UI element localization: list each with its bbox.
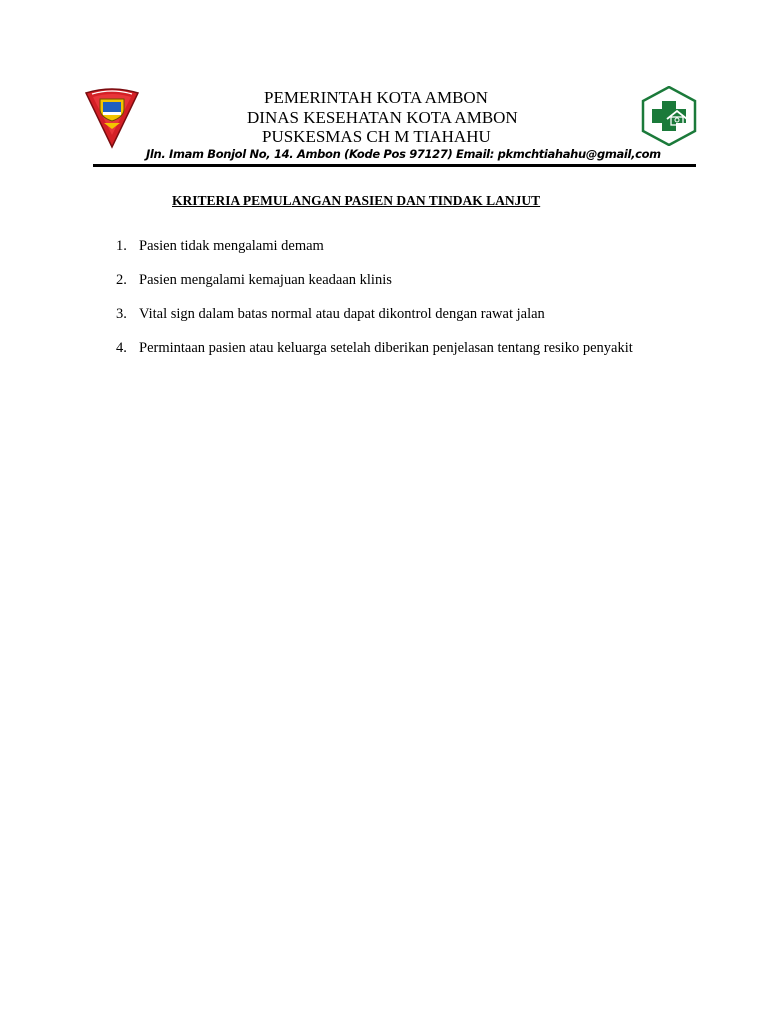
document-title: KRITERIA PEMULANGAN PASIEN DAN TINDAK LANJUT	[172, 193, 541, 208]
list-item-text: Permintaan pasien atau keluarga setelah diberikan penjelasan tentang resiko penyakit	[139, 340, 633, 356]
ambon-city-emblem-logo	[84, 85, 140, 149]
puskesmas-logo	[640, 86, 698, 146]
list-item	[116, 272, 392, 289]
list-item-number: 3.	[116, 306, 127, 322]
header-government-line: PEMERINTAH KOTA AMBON	[264, 88, 488, 107]
list-item	[116, 238, 324, 255]
list-item-number: 2.	[116, 272, 127, 288]
list-item-text: Vital sign dalam batas normal atau dapat dikontrol dengan rawat jalan	[139, 306, 545, 322]
list-item-text: Pasien mengalami kemajuan keadaan klinis	[139, 272, 392, 288]
list-item-text: Pasien tidak mengalami demam	[139, 238, 324, 254]
header-address: Jln. Imam Bonjol No, 14. Ambon (Kode Pos 97127) Email: pkmchtiahahu@gmail,com	[146, 147, 661, 161]
list-item-number: 1.	[116, 238, 127, 254]
header-puskesmas-line: PUSKESMAS CH M TIAHAHU	[262, 127, 491, 146]
header-divider	[93, 164, 696, 167]
header-health-office-line: DINAS KESEHATAN KOTA AMBON	[247, 108, 518, 127]
list-item-number: 4.	[116, 340, 127, 356]
list-item	[116, 340, 633, 357]
list-item	[116, 306, 545, 323]
